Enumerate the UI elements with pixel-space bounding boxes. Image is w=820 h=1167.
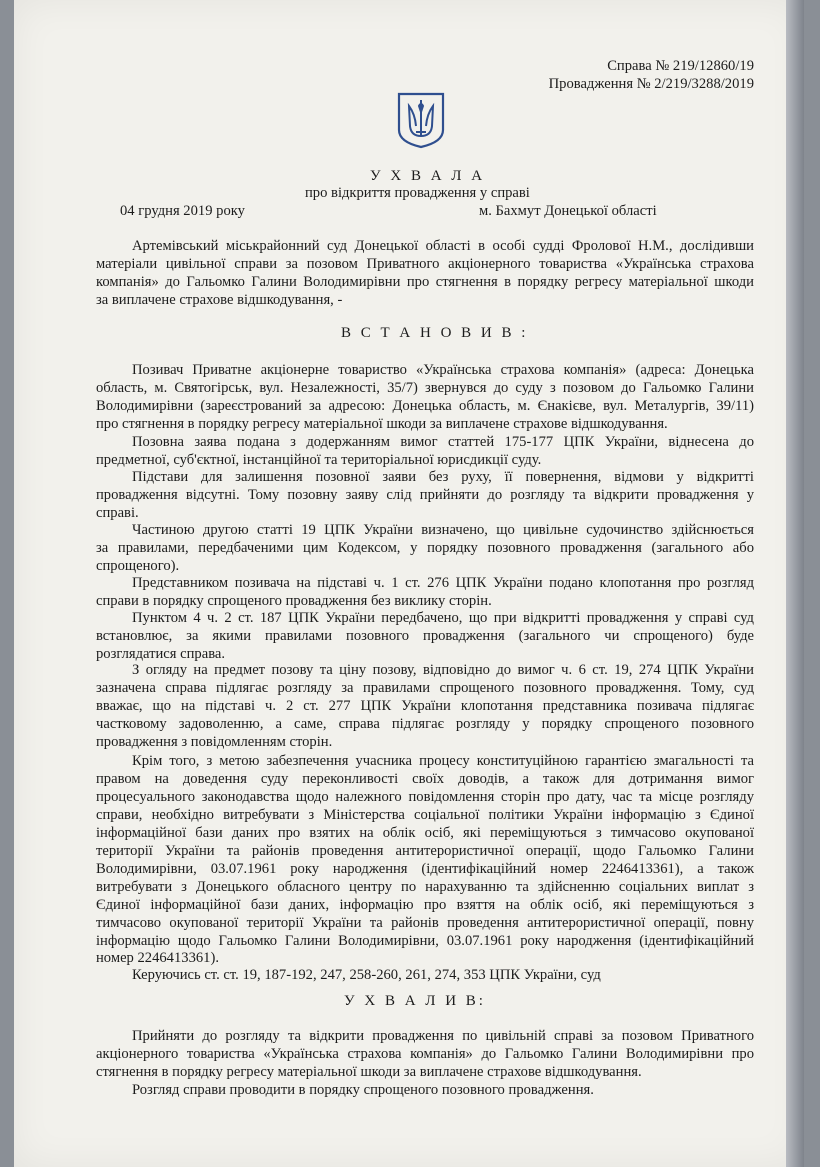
text-line: Представником позивача на підставі ч. 1 ст. 276 ЦПК України подано клопотання про розгляд [132,575,754,591]
text-line: справи в порядку спрощеного провадження без виклику сторін. [96,593,492,609]
text-line: інформаційної бази даних про взятих на облік осіб, які переміщуються з тимчасово окупованої [96,825,754,841]
proceeding-number: Провадження № 2/219/3288/2019 [548,76,754,92]
text-line: провадження з повідомленням сторін. [96,734,333,750]
text-line: предметної, суб'єктної, інстанційної та територіальної юрисдикції суду. [96,452,542,468]
text-line: Підстави для залишення позовної заяви без руху, її повернення, відмови у відкритті [132,469,754,485]
text-line: справі. [96,505,139,521]
case-number: Справа № 219/12860/19 [607,58,754,74]
text-line: за виплачене страхове відшкодування, - [96,292,343,308]
document-page [14,0,804,1167]
document-subtitle: про відкриття провадження у справі [305,185,530,201]
text-line: компанія» до Гальомко Галини Володимирівни про стягнення в порядку регресу матеріальної шкоди [96,274,754,290]
text-line: провадження відсутні. Тому позовну заяву слід прийняти до розгляду та відкрити провадження у [96,487,754,503]
text-line: встановлює, за якими правилами позовного провадження (загального чи спрощеного) буде [96,628,754,644]
text-line: матеріали цивільної справи за позовом Приватного акціонерного товариства «Українська страхова [96,256,754,272]
resolved-heading: У Х В А Л И В: [344,993,486,1009]
text-line: стягнення в порядку регресу матеріальної шкоди за виплачене страхове відшкодування. [96,1064,642,1080]
text-line: розглядатися справа. [96,646,226,662]
text-line: Єдиної інформаційної бази даних, інформацію про взяття на облік осіб, які переміщуються з [96,897,754,913]
document-date: 04 грудня 2019 року [120,203,245,219]
text-line: Володимирівни (зареєстрований за адресою: Донецька область, м. Єнакієве, вул. Металургів, 39/11) [96,398,754,414]
text-line: інформацію щодо Гальомко Галини Володимирівни, 03.07.1961 року народження (ідентифікаційний [96,933,754,949]
established-heading: В С Т А Н О В И В : [341,325,529,341]
text-line: тимчасово окупованої території України та районів проведення антитерористичної операції, повну [96,915,754,931]
text-line: Частиною другою статті 19 ЦПК України визначено, що цивільне судочинство здійснюється [132,522,754,538]
text-line: область, м. Святогірськ, вул. Незалежності, 35/7) звернувся до суду з позовом до Гальомко Галини [96,380,754,396]
text-line: процесуального законодавства щодо належного повідомлення сторін про дату, час та місце розгляду [96,789,754,805]
text-line: З огляду на предмет позову та ціну позову, відповідно до вимог ч. 6 ст. 19, 274 ЦПК України [132,662,754,678]
text-line: Артемівський міськрайонний суд Донецької області в особі судді Фролової Н.М., дослідивши [132,238,754,254]
text-line: Розгляд справи проводити в порядку спрощеного позовного провадження. [132,1082,594,1098]
text-line: Крім того, з метою забезпечення учасника процесу конституційною гарантією змагальності та [132,753,754,769]
text-line: акціонерного товариства «Українська страхова компанія» до Гальомко Галини Володимирівни про [96,1046,754,1062]
text-line: частковому задоволенню, а саме, справа підлягає розгляду у порядку спрощеного позовного [96,716,754,732]
text-line: справи, необхідно витребувати з Міністерства соціальної політики України інформацію з Єдиної [96,807,754,823]
text-line: за правилами, передбаченими цим Кодексом, у порядку позовного провадження (загального або [96,540,754,556]
text-line: правом на доведення суду переконливості своїх доводів, а також для дотримання вимог [96,771,754,787]
text-line: Позивач Приватне акціонерне товариство «Українська страхова компанія» (адреса: Донецька [132,362,754,378]
text-line: Володимирівни, 03.07.1961 року народження (ідентифікаційний номер 2246413361), а також [96,861,754,877]
text-line: витребувати з Донецького обласного центру по нарахуванню та здійсненню соціальних виплат з [96,879,754,895]
text-line: Керуючись ст. ст. 19, 187-192, 247, 258-260, 261, 274, 353 ЦПК України, суд [132,967,601,983]
text-line: спрощеного). [96,558,180,574]
text-line: номер 2246413361). [96,950,219,966]
text-line: зазначена справа підлягає розгляду за правилами спрощеного позовного провадження. Тому, суд [96,680,754,696]
text-line: вважає, що на підставі ч. 2 ст. 277 ЦПК України клопотання представника позивача підлягає [96,698,754,714]
document-title: У Х В А Л А [370,168,486,184]
text-line: про стягнення в порядку регресу матеріальної шкоди за виплачене страхове відшкодування. [96,416,668,432]
text-line: Позовна заява подана з додержанням вимог статтей 175-177 ЦПК України, віднесена до [132,434,754,450]
scan-edge [786,0,804,1167]
trident-coat-of-arms-icon [397,92,445,149]
text-line: Пунктом 4 ч. 2 ст. 187 ЦПК України передбачено, що при відкритті провадження у справі суд [132,610,754,626]
text-line: Прийняти до розгляду та відкрити провадження по цивільній справі за позовом Приватного [132,1028,754,1044]
text-line: території України та районів проведення антитерористичної операції, щодо Гальомко Галини [96,843,754,859]
document-place: м. Бахмут Донецької області [479,203,657,219]
